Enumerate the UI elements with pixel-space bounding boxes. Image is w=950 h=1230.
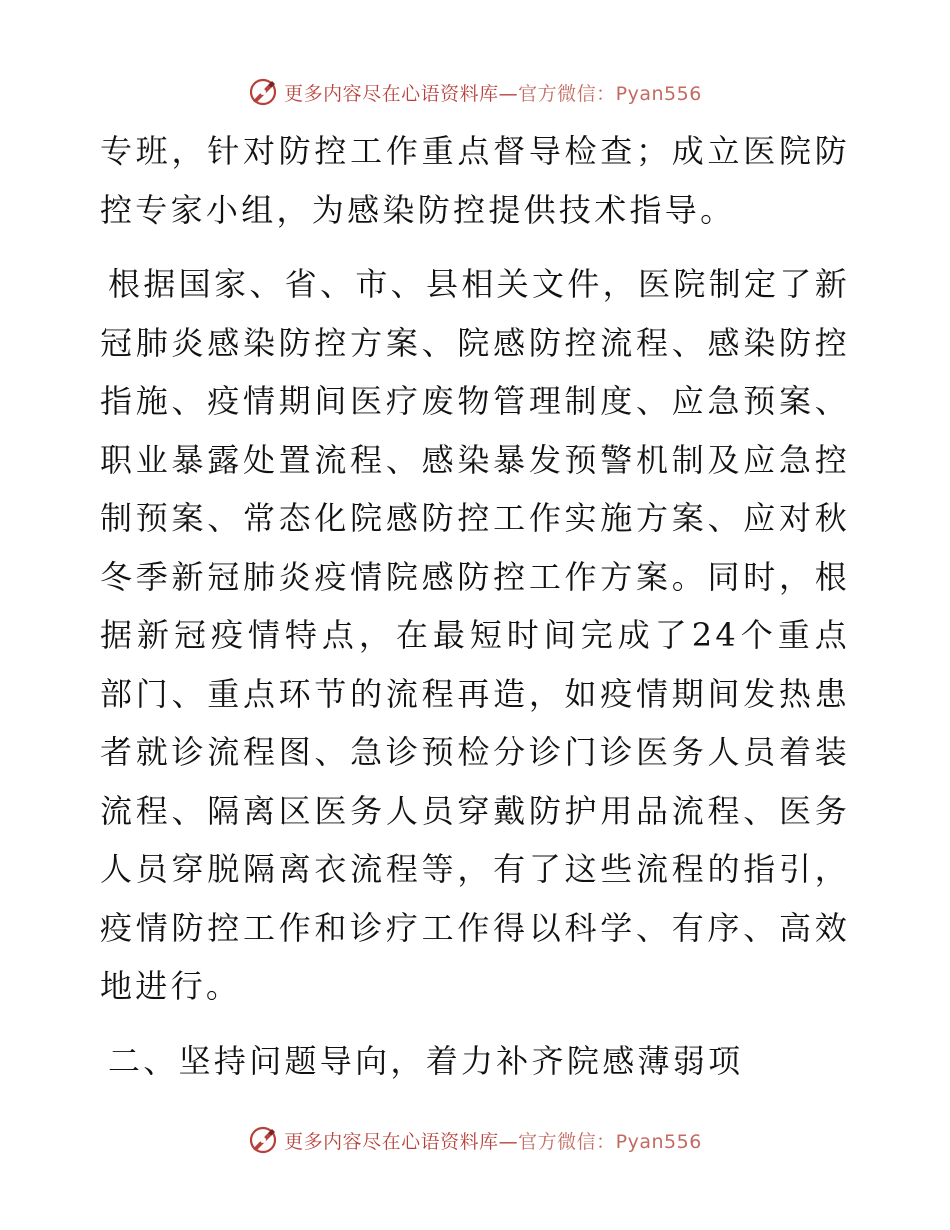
watermark-site-text: 更多内容尽在心语资料库— xyxy=(284,82,519,105)
watermark-text xyxy=(284,1127,702,1154)
watermark-wechat-text: 官方微信：Pyan556 xyxy=(518,1130,702,1153)
watermark-wechat-text: 官方微信：Pyan556 xyxy=(518,82,702,105)
watermark-text xyxy=(284,79,702,106)
paragraph-continuation: 专班，针对防控工作重点督导检查；成立医院防控专家小组，为感染防控提供技术指导。 xyxy=(100,132,850,229)
header-watermark xyxy=(0,72,950,112)
pen-logo-icon xyxy=(248,77,278,107)
pen-logo-icon xyxy=(248,1125,278,1155)
section-heading: 二、坚持问题导向，着力补齐院感薄弱项 xyxy=(108,1041,744,1080)
footer-watermark xyxy=(0,1120,950,1160)
document-body xyxy=(100,122,850,1090)
paragraph-procedures: 根据国家、省、市、县相关文件，医院制定了新冠肺炎感染防控方案、院感防控流程、感染防控指施、疫情期间医疗废物管理制度、应急预案、职业暴露处置流程、感染暴发预警机制及应急控制预案、常态化院感防控工作实施方案、应对秋冬季新冠肺炎疫情院感防控工作方案。同时，根据新冠疫情特点，在最短时间完成了24个重点部门、重点环节的流程再造，如疫情期间发热患者就诊流程图、急诊预检分诊门诊医务人员着装流程、隔离区医务人员穿戴防护用品流程、医务人员穿脱隔离衣流程等，有了这些流程的指引，疫情防控工作和诊疗工作得以科学、有序、高效地进行。 xyxy=(100,265,850,1005)
watermark-site-text: 更多内容尽在心语资料库— xyxy=(284,1130,519,1153)
